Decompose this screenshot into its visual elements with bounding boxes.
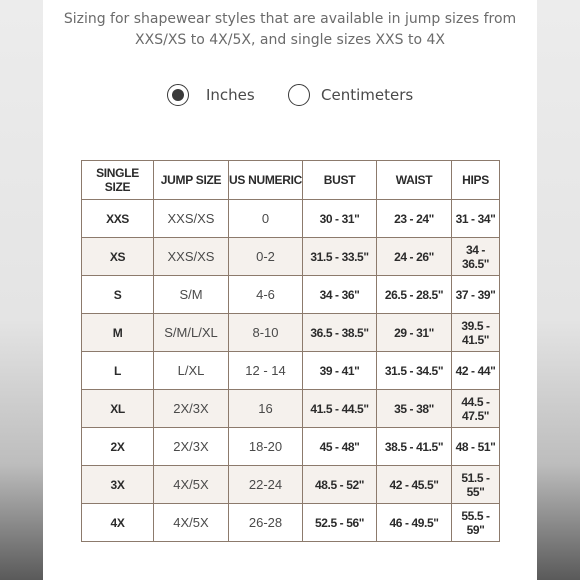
table-row xyxy=(82,390,500,428)
cell-us-numeric: 16 xyxy=(229,390,303,428)
cell-us-numeric: 8-10 xyxy=(229,314,303,352)
cell-waist: 46 - 49.5" xyxy=(377,504,452,542)
cell-waist: 29 - 31" xyxy=(377,314,452,352)
header-waist: WAIST xyxy=(377,161,452,200)
cell-jump-size: XXS/XS xyxy=(154,238,229,276)
cell-us-numeric: 4-6 xyxy=(229,276,303,314)
unit-option-inches[interactable] xyxy=(167,82,255,108)
cell-bust: 41.5 - 44.5" xyxy=(303,390,377,428)
header-bust: BUST xyxy=(303,161,377,200)
intro-line-2: XXS/XS to 4X/5X, and single sizes XXS to 4X xyxy=(135,32,445,48)
cell-waist: 35 - 38" xyxy=(377,390,452,428)
radio-selected-icon[interactable] xyxy=(167,84,189,106)
size-guide-intro xyxy=(43,9,537,51)
cell-hips: 51.5 - 55" xyxy=(452,466,500,504)
cell-us-numeric: 0 xyxy=(229,200,303,238)
cell-hips: 34 - 36.5" xyxy=(452,238,500,276)
cell-jump-size: 2X/3X xyxy=(154,428,229,466)
cell-waist: 31.5 - 34.5" xyxy=(377,352,452,390)
cell-jump-size: L/XL xyxy=(154,352,229,390)
cell-bust: 30 - 31" xyxy=(303,200,377,238)
table-row xyxy=(82,200,500,238)
intro-line-1: Sizing for shapewear styles that are available in jump sizes from xyxy=(63,11,517,27)
table-row xyxy=(82,238,500,276)
header-us-numeric: US NUMERIC xyxy=(229,161,303,200)
radio-dot-icon xyxy=(172,89,184,101)
cell-waist: 26.5 - 28.5" xyxy=(377,276,452,314)
unit-label-inches: Inches xyxy=(206,86,255,104)
cell-single-size: S xyxy=(82,276,154,314)
cell-bust: 45 - 48" xyxy=(303,428,377,466)
cell-waist: 24 - 26" xyxy=(377,238,452,276)
radio-unselected-icon[interactable] xyxy=(288,84,310,106)
cell-single-size: XXS xyxy=(82,200,154,238)
cell-hips: 55.5 - 59" xyxy=(452,504,500,542)
cell-us-numeric: 18-20 xyxy=(229,428,303,466)
cell-waist: 42 - 45.5" xyxy=(377,466,452,504)
cell-jump-size: 2X/3X xyxy=(154,390,229,428)
cell-waist: 23 - 24" xyxy=(377,200,452,238)
cell-jump-size: S/M/L/XL xyxy=(154,314,229,352)
cell-hips: 31 - 34" xyxy=(452,200,500,238)
cell-jump-size: 4X/5X xyxy=(154,466,229,504)
unit-option-centimeters[interactable] xyxy=(288,82,413,108)
cell-single-size: XL xyxy=(82,390,154,428)
cell-jump-size: XXS/XS xyxy=(154,200,229,238)
table-row xyxy=(82,314,500,352)
size-guide-card xyxy=(43,0,537,580)
table-row xyxy=(82,352,500,390)
table-row xyxy=(82,276,500,314)
cell-hips: 48 - 51" xyxy=(452,428,500,466)
cell-us-numeric: 12 - 14 xyxy=(229,352,303,390)
cell-jump-size: 4X/5X xyxy=(154,504,229,542)
cell-us-numeric: 26-28 xyxy=(229,504,303,542)
cell-single-size: 3X xyxy=(82,466,154,504)
header-hips: HIPS xyxy=(452,161,500,200)
cell-bust: 34 - 36" xyxy=(303,276,377,314)
cell-single-size: XS xyxy=(82,238,154,276)
cell-bust: 36.5 - 38.5" xyxy=(303,314,377,352)
cell-single-size: 2X xyxy=(82,428,154,466)
cell-hips: 37 - 39" xyxy=(452,276,500,314)
header-jump-size: JUMP SIZE xyxy=(154,161,229,200)
cell-hips: 39.5 - 41.5" xyxy=(452,314,500,352)
cell-single-size: M xyxy=(82,314,154,352)
table-row xyxy=(82,466,500,504)
cell-single-size: 4X xyxy=(82,504,154,542)
cell-jump-size: S/M xyxy=(154,276,229,314)
cell-bust: 31.5 - 33.5" xyxy=(303,238,377,276)
unit-label-centimeters: Centimeters xyxy=(321,86,414,104)
table-row xyxy=(82,504,500,542)
cell-bust: 52.5 - 56" xyxy=(303,504,377,542)
cell-us-numeric: 0-2 xyxy=(229,238,303,276)
cell-waist: 38.5 - 41.5" xyxy=(377,428,452,466)
cell-bust: 39 - 41" xyxy=(303,352,377,390)
cell-bust: 48.5 - 52" xyxy=(303,466,377,504)
table-header-row xyxy=(82,161,500,200)
cell-us-numeric: 22-24 xyxy=(229,466,303,504)
cell-hips: 42 - 44" xyxy=(452,352,500,390)
table-row xyxy=(82,428,500,466)
unit-toggle xyxy=(43,82,537,108)
cell-single-size: L xyxy=(82,352,154,390)
header-single-size: SINGLE SIZE xyxy=(82,161,154,200)
size-chart-table xyxy=(81,160,500,542)
cell-hips: 44.5 - 47.5" xyxy=(452,390,500,428)
